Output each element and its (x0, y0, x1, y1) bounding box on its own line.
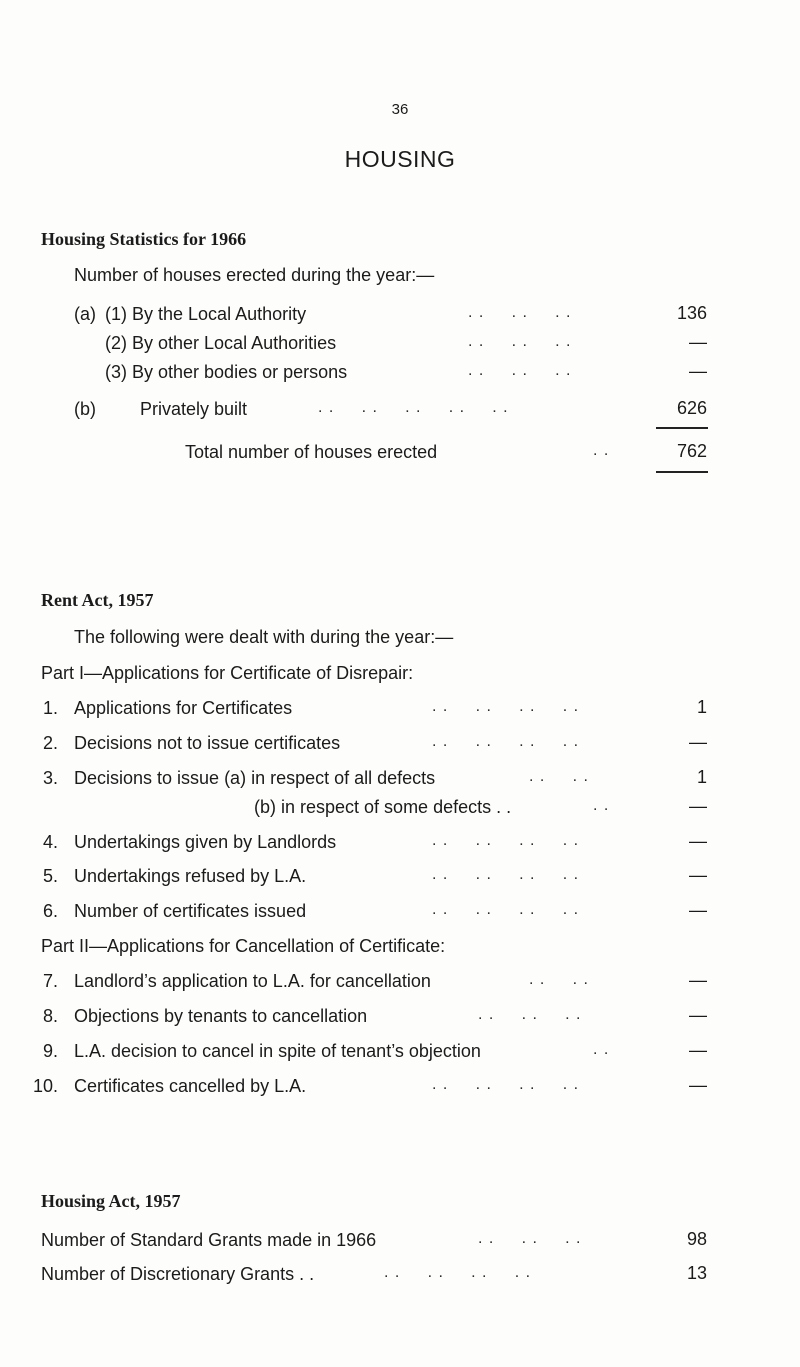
total-value: 762 (676, 441, 707, 461)
leader-dots: . . . . . . . . . . (318, 399, 509, 416)
item-value: — (689, 1075, 707, 1095)
page-title: HOUSING (344, 146, 456, 172)
leader-dots: . . . . . . (478, 1230, 582, 1247)
leader-dots: . . . . . . . . (432, 832, 580, 849)
item-number: 8. (43, 1006, 59, 1026)
item-number: 10. (33, 1076, 59, 1096)
item-label: Applications for Certificates (74, 698, 293, 718)
part-two-title: II—Applications for Cancellation of Certificate: (74, 936, 446, 956)
item-label: Undertakings refused by L.A. (74, 866, 307, 886)
list-item-value: 136 (676, 303, 707, 323)
leader-dots: . . . . . . . . (432, 1076, 580, 1093)
leader-dots: . . . . (529, 971, 589, 988)
list-item-value: 98 (686, 1229, 707, 1249)
list-item-value: — (689, 361, 707, 381)
leader-dots: . . . . . . (468, 362, 572, 379)
item-number: 6. (43, 901, 59, 921)
item-value: 1 (696, 697, 707, 717)
part-two-heading (41, 935, 445, 957)
leader-dots: . . (593, 442, 610, 459)
item-value: — (689, 970, 707, 990)
housing-statistics-heading: Housing Statistics for 1966 (41, 229, 247, 249)
list-item-value: 626 (676, 398, 707, 418)
leader-dots: . . . . . . . . (384, 1264, 532, 1281)
item-number: 7. (43, 971, 59, 991)
leader-dots: . . . . . . . . (432, 901, 580, 918)
rent-act-intro: The following were dealt with during the year:— (74, 627, 454, 647)
list-item-prefix: (a) (74, 304, 96, 324)
item-value: — (689, 831, 707, 851)
leader-dots: . . (593, 797, 610, 814)
list-item-value: 13 (686, 1263, 707, 1283)
list-item-label: (2) By other Local Authorities (105, 333, 337, 353)
item-label: Number of certificates issued (74, 901, 307, 921)
item-value: — (689, 732, 707, 752)
housing-act-heading: Housing Act, 1957 (41, 1191, 181, 1211)
item-number: 5. (43, 866, 59, 886)
item-label: Decisions to issue (a) in respect of all defects (74, 768, 436, 788)
list-item-label: Number of Standard Grants made in 1966 (41, 1230, 377, 1250)
leader-dots: . . . . (529, 768, 589, 785)
leader-dots: . . . . . . . . (432, 866, 580, 883)
total-rule (656, 471, 708, 473)
item-number: 1. (43, 698, 59, 718)
total-label: Total number of houses erected (185, 442, 438, 462)
housing-statistics-intro: Number of houses erected during the year:— (74, 265, 435, 285)
item-label: Objections by tenants to cancellation (74, 1006, 368, 1026)
list-item-label: (1) By the Local Authority (105, 304, 307, 324)
rent-act-heading: Rent Act, 1957 (41, 590, 154, 610)
leader-dots: . . (593, 1041, 610, 1058)
item-label: Certificates cancelled by L.A. (74, 1076, 307, 1096)
item-number: 3. (43, 768, 59, 788)
list-item-value: — (689, 332, 707, 352)
item-label: (b) in respect of some defects . . (254, 797, 512, 817)
item-label: Decisions not to issue certificates (74, 733, 341, 753)
item-value: — (689, 1005, 707, 1025)
part-one-heading (41, 662, 413, 684)
leader-dots: . . . . . . (478, 1006, 582, 1023)
part-one-label: Part (41, 663, 75, 683)
list-item-label: Privately built (140, 399, 248, 419)
part-one-title: I—Applications for Certificate of Disrepair: (74, 663, 414, 683)
item-value: — (689, 865, 707, 885)
list-item-prefix: (b) (74, 399, 96, 419)
leader-dots: . . . . . . (468, 304, 572, 321)
item-number: 9. (43, 1041, 59, 1061)
part-two-label: Part (41, 936, 75, 956)
leader-dots: . . . . . . . . (432, 698, 580, 715)
item-value: — (689, 900, 707, 920)
item-number: 4. (43, 832, 59, 852)
item-label: Undertakings given by Landlords (74, 832, 337, 852)
item-label: Landlord’s application to L.A. for cancellation (74, 971, 431, 991)
item-value: — (689, 1040, 707, 1060)
item-number: 2. (43, 733, 59, 753)
leader-dots: . . . . . . . . (432, 733, 580, 750)
item-label: L.A. decision to cancel in spite of tenant’s objection (74, 1041, 481, 1061)
item-value: — (689, 796, 707, 816)
list-item-label: (3) By other bodies or persons (105, 362, 348, 382)
subtotal-rule (656, 427, 708, 429)
page-number: 36 (391, 101, 409, 118)
item-value: 1 (696, 767, 707, 787)
list-item-label: Number of Discretionary Grants . . (41, 1264, 315, 1284)
leader-dots: . . . . . . (468, 333, 572, 350)
